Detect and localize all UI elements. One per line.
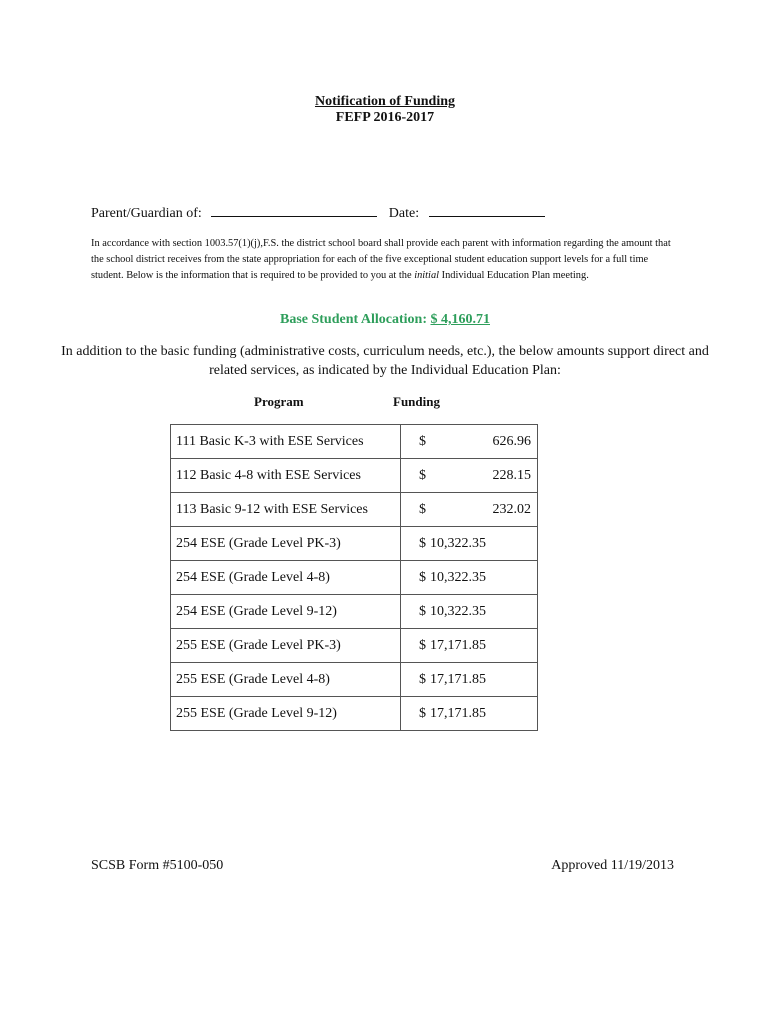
funding-cell xyxy=(401,697,538,731)
funding-amount: 10,322.35 xyxy=(430,569,486,585)
table-row xyxy=(171,595,538,629)
paragraph-italic-text: initial xyxy=(414,270,440,281)
funding-cell xyxy=(401,459,538,493)
document-subtitle: FEFP 2016-2017 xyxy=(335,110,435,125)
program-cell: 255 ESE (Grade Level 9-12) xyxy=(171,697,401,731)
date-label: Date: xyxy=(388,206,420,221)
program-cell: 255 ESE (Grade Level PK-3) xyxy=(171,629,401,663)
currency-symbol: $ xyxy=(419,637,426,653)
table-row xyxy=(171,561,538,595)
paragraph-text-2: Individual Education Plan meeting. xyxy=(439,270,589,281)
program-cell: 254 ESE (Grade Level 4-8) xyxy=(171,561,401,595)
currency-symbol: $ xyxy=(419,603,426,619)
funding-cell xyxy=(401,595,538,629)
currency-symbol: $ xyxy=(419,705,426,721)
funding-cell xyxy=(401,527,538,561)
funding-amount: 17,171.85 xyxy=(430,637,486,653)
table-row xyxy=(171,459,538,493)
funding-cell xyxy=(401,663,538,697)
funding-column-header: Funding xyxy=(393,394,440,409)
date-blank[interactable] xyxy=(429,204,545,217)
parent-guardian-blank[interactable] xyxy=(211,204,377,217)
funding-cell xyxy=(401,561,538,595)
funding-cell xyxy=(401,493,538,527)
program-column-header: Program xyxy=(254,394,304,409)
approved-date: Approved 11/19/2013 xyxy=(551,858,674,873)
funding-amount: 17,171.85 xyxy=(430,705,486,721)
funding-value xyxy=(419,434,531,450)
funding-value xyxy=(419,570,531,586)
statute-paragraph xyxy=(91,236,679,284)
currency-symbol: $ xyxy=(419,467,426,483)
program-cell: 111 Basic K-3 with ESE Services xyxy=(171,425,401,459)
table-row xyxy=(171,697,538,731)
program-cell: 254 ESE (Grade Level PK-3) xyxy=(171,527,401,561)
parent-guardian-label: Parent/Guardian of: xyxy=(91,206,202,221)
base-student-allocation xyxy=(0,311,770,329)
funding-value xyxy=(419,638,531,654)
funding-value xyxy=(419,604,531,620)
table-row xyxy=(171,493,538,527)
funding-cell xyxy=(401,425,538,459)
currency-symbol: $ xyxy=(419,433,426,449)
table-row xyxy=(171,425,538,459)
parent-date-line xyxy=(91,204,545,223)
funding-value xyxy=(419,536,531,552)
program-cell: 113 Basic 9-12 with ESE Services xyxy=(171,493,401,527)
funding-amount: 10,322.35 xyxy=(430,603,486,619)
program-cell: 112 Basic 4-8 with ESE Services xyxy=(171,459,401,493)
funding-cell xyxy=(401,629,538,663)
currency-symbol: $ xyxy=(419,569,426,585)
intro-text: In addition to the basic funding (administrative costs, curriculum needs, etc.), the below amounts support direct and related services, as indicated by the Individual Education Plan: xyxy=(61,344,709,378)
paragraph-text-1: In accordance with section 1003.57(1)(j),F.S. the district school board shall provide each parent with information regarding the amount that the school district receives from the state appropriation for each of the five exceptional student education support levels for a full time student. Below is the information that is required to be provided to you at the xyxy=(91,238,671,281)
funding-amount: 17,171.85 xyxy=(430,671,486,687)
base-allocation-label: Base Student Allocation: xyxy=(279,312,427,327)
funding-value xyxy=(419,502,531,518)
funding-amount: 10,322.35 xyxy=(430,535,486,551)
table-row xyxy=(171,527,538,561)
funding-value xyxy=(419,672,531,688)
table-row xyxy=(171,629,538,663)
form-number: SCSB Form #5100-050 xyxy=(91,858,224,873)
table-row xyxy=(171,663,538,697)
funding-amount: 228.15 xyxy=(492,467,531,483)
currency-symbol: $ xyxy=(419,501,426,517)
funding-value xyxy=(419,706,531,722)
funding-table xyxy=(170,424,538,731)
currency-symbol: $ xyxy=(419,535,426,551)
program-cell: 254 ESE (Grade Level 9-12) xyxy=(171,595,401,629)
base-allocation-amount: $ 4,160.71 xyxy=(430,312,490,327)
program-cell: 255 ESE (Grade Level 4-8) xyxy=(171,663,401,697)
document-title: Notification of Funding xyxy=(314,94,455,109)
funding-value xyxy=(419,468,531,484)
funding-amount: 626.96 xyxy=(492,433,531,449)
funding-amount: 232.02 xyxy=(492,501,531,517)
currency-symbol: $ xyxy=(419,671,426,687)
